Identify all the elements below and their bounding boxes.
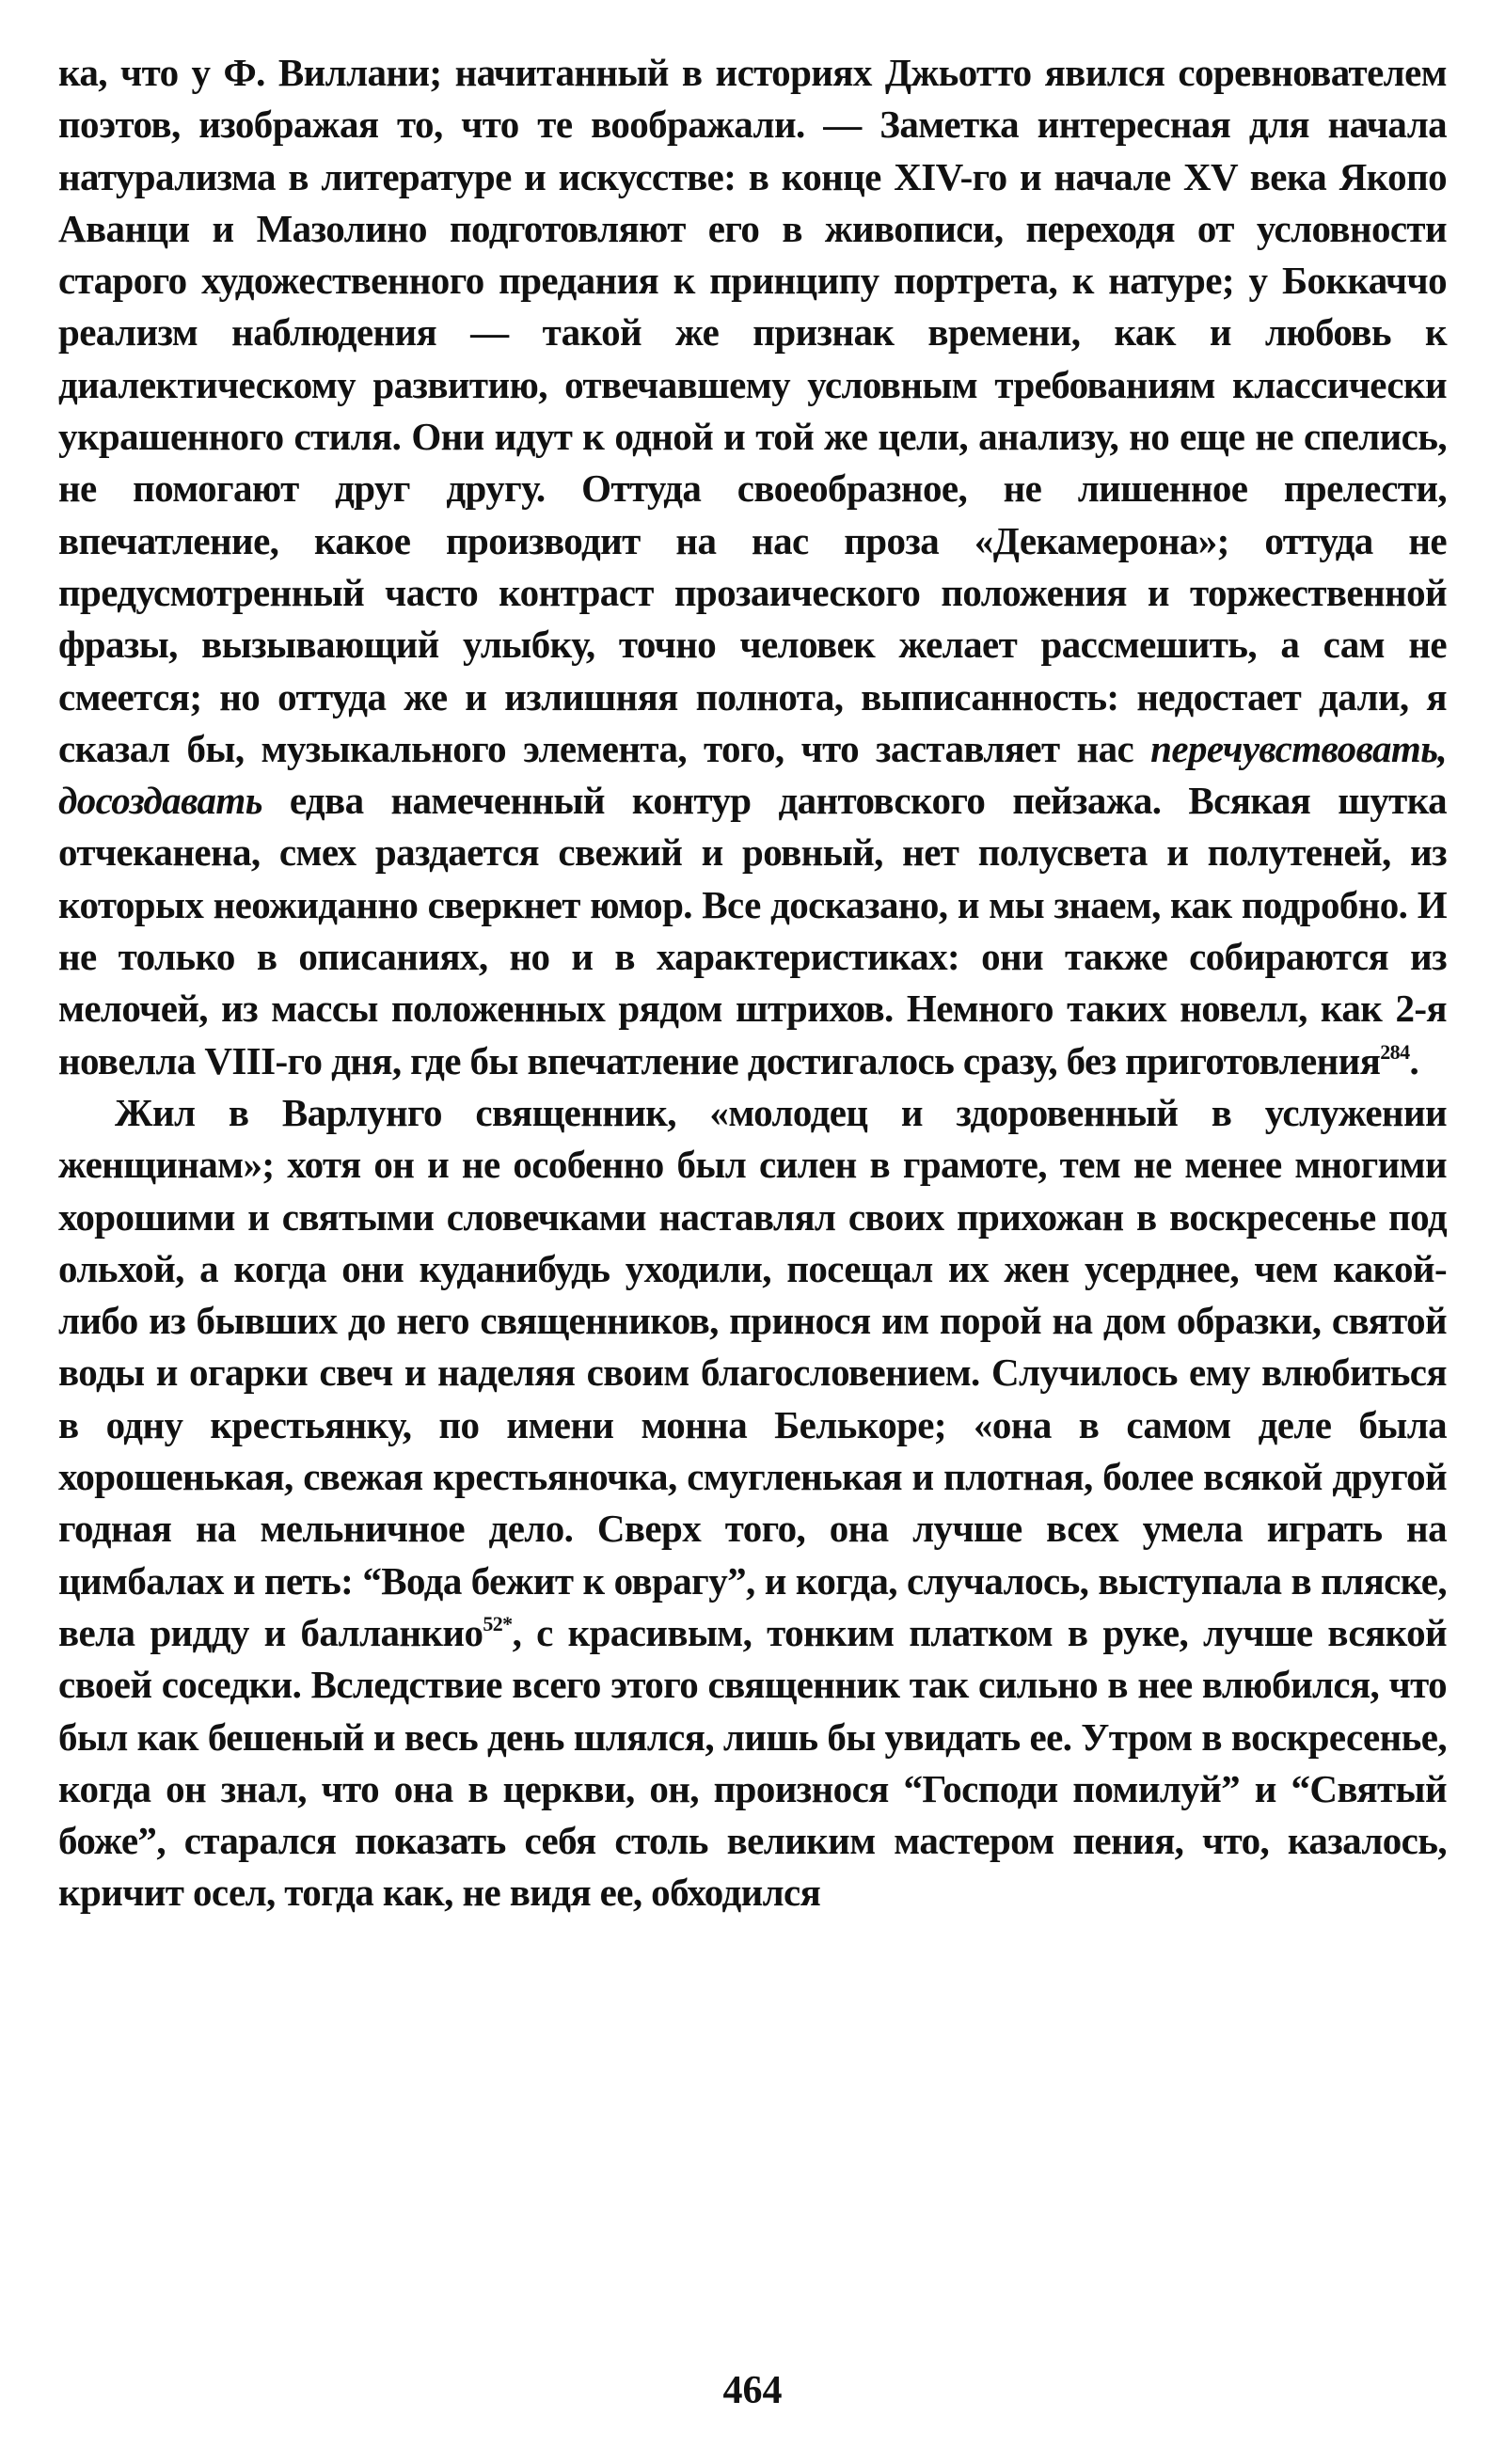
paragraph-2-text-start: Жил в Варлунго священник, «молодец и здоровенный в услужении женщинам»; хотя он и не особенно был силен в грамоте, тем не менее многими хорошими и святыми словечками наставлял своих прихожан в воскресенье под ольхой, а когда они куданибудь уходили, посещал их жен усерднее, чем какой-либо из бывших до него священников, принося им порой на дом образки, святой воды и огарки свеч и наделяя своим благословением. Случилось ему влюбиться в одну крестьянку, по имени монна Белькоре; «она в самом деле была хорошенькая, свежая крестьяночка, смугленькая и плотная, более всякой другой годная на мельничное дело. Сверх того, она лучше всех умела играть на цимбалах и петь: “Вода бежит к оврагу”, и когда, случалось, выступала в пляске, вела ридду и балланкио xyxy=(58,1090,1447,1654)
paragraph-1-text-end: едва намеченный контур дантовского пейзажа. Всякая шутка отчеканена, смех раздается свежий и ровный, нет полусвета и полутеней, из которых неожиданно сверкнет юмор. Все досказано, и мы знаем, как подробно. И не только в описаниях, но и в характеристиках: они также собираются из мелочей, из массы положенных рядом штрихов. Немного таких новелл, как 2-я новелла VIII-го дня, где бы впечатление достигалось сразу, без приготовления xyxy=(58,779,1447,1082)
paragraph-1-text-start: ка, что у Ф. Виллани; начитанный в историях Джьотто явился соревнователем поэтов, изображая то, что те воображали. — Заметка интересная для начала натурализма в литературе и искусстве: в конце XIV-го и начале XV века Якопо Аванци и Мазолино подготовляют его в живописи, переходя от условности старого художественного предания к принципу портрета, к натуре; у Боккаччо реализм наблюдения — такой же признак времени, как и любовь к диалектическому развитию, отвечавшему условным требованиям классически украшенного стиля. Они идут к одной и той же цели, анализу, но еще не спелись, не помогают друг другу. Оттуда своеобразное, не лишенное прелести, впечатление, какое производит на нас проза «Декамерона»; оттуда не предусмотренный часто контраст прозаического положения и торжественной фразы, вызывающий улыбку, точно человек желает рассмешить, а сам не смеется; но оттуда же и излишняя полнота, выписанность: недостает дали, я сказал бы, музыкального элемента, того, что заставляет нас xyxy=(58,51,1447,770)
paragraph-2-text-end: , с красивым, тонким платком в руке, лучше всякой своей соседки. Вследствие всего этого священник так сильно в нее влюбился, что был как бешеный и весь день шлялся, лишь бы увидать ее. Утром в воскресенье, когда он знал, что она в церкви, он, произнося “Господи помилуй” и “Святый боже”, старался показать себя столь великим мастером пения, что, казалось, кричит осел, тогда как, не видя ее, обходился xyxy=(58,1610,1447,1915)
book-page xyxy=(58,47,1447,1919)
paragraph-1 xyxy=(58,47,1447,1087)
paragraph-1-period: . xyxy=(1409,1038,1419,1082)
footnote-ref-284: 284 xyxy=(1380,1039,1410,1064)
paragraph-2 xyxy=(58,1087,1447,1919)
italic-word-perechuvstvovat: перечувствовать, xyxy=(1150,726,1447,770)
italic-word-dosozdavat: досоздавать xyxy=(58,779,262,823)
page-number: 464 xyxy=(722,2369,783,2412)
footnote-ref-52: 52* xyxy=(483,1611,513,1635)
